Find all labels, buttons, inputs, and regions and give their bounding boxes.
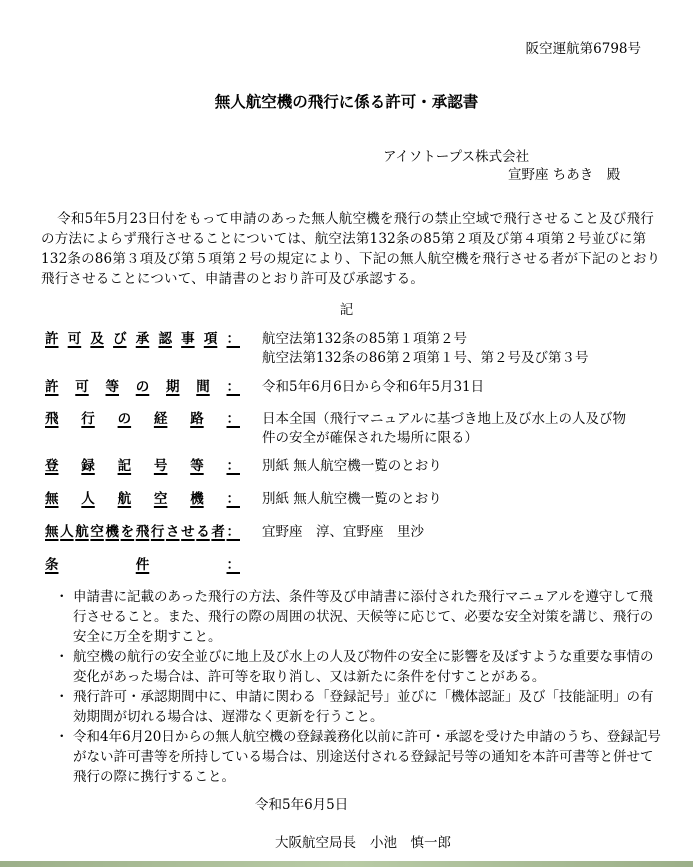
signer bbox=[275, 834, 451, 853]
body-paragraph: 令和5年5月23日付をもって申請のあった無人航空機を飛行の禁止空域で飛行させること及び飛行の方法によらず飛行させることについては、航空法第132条の85第２項及び第４項第２号並びに第132条の86第３項及び第５項第２号の規定により、下記の無人航空機を飛行させる者が下記のとおり飛行させることについて、申請書のとおり許可及び承認する。 bbox=[41, 211, 661, 287]
document-title: 無人航空機の飛行に係る許可・承認書 bbox=[214, 92, 479, 111]
bottom-decoration bbox=[0, 861, 693, 867]
item-value: 航空法第132条の86第２項第１号、第２号及び第３号 bbox=[262, 350, 589, 366]
item-label: 飛 行 の 経 路 ： bbox=[45, 411, 240, 427]
issue-date: 令和5年6月5日 bbox=[255, 797, 349, 813]
ki-heading: 記 bbox=[339, 302, 354, 318]
signer-office: 大阪航空局長 bbox=[275, 835, 356, 851]
signer-name: 小池 慎一郎 bbox=[370, 835, 451, 851]
condition-item: ・ 飛行許可・承認期間中に、申請に関わる「登録記号」並びに「機体認証」及び「技能証明」の有効期間が切れる場合は、遅滞なく更新を行うこと。 bbox=[61, 687, 661, 727]
document-number: 阪空運航第6798号 bbox=[525, 41, 641, 57]
item-value: 別紙 無人航空機一覧のとおり bbox=[262, 458, 442, 474]
item-label: 条 件 ： bbox=[45, 557, 240, 573]
item-value: 令和5年6月6日から令和6年5月31日 bbox=[262, 379, 485, 395]
item-value: 件の安全が確保された場所に限る） bbox=[262, 430, 478, 446]
condition-item: ・ 申請書に記載のあった飛行の方法、条件等及び申請書に添付された飛行マニュアルを遵守して飛行させること。また、飛行の際の周囲の状況、天候等に応じて、必要な安全対策を講じ、飛行の安全に万全を期すこと。 bbox=[61, 587, 661, 647]
item-value: 宜野座 淳、宜野座 里沙 bbox=[262, 524, 424, 540]
item-label: 許 可 及 び 承 認 事 項 ： bbox=[45, 331, 240, 347]
item-label: 許 可 等 の 期 間 ： bbox=[45, 379, 240, 395]
item-label: 無 人 航 空 機 を 飛 行 さ せ る 者 ： bbox=[45, 524, 240, 540]
item-value: 日本全国（飛行マニュアルに基づき地上及び水上の人及び物 bbox=[262, 411, 626, 427]
condition-item: ・ 令和4年6月20日からの無人航空機の登録義務化以前に許可・承認を受けた申請のうち、登録記号がない許可書等を所持している場合は、別途送付される登録記号等の通知を本許可書等と併せて飛行の際に携行すること。 bbox=[61, 727, 661, 787]
condition-item: ・ 航空機の航行の安全並びに地上及び水上の人及び物件の安全に影響を及ぼすような重要な事情の変化があった場合は、許可等を取り消し、又は新たに条件を付すことがある。 bbox=[61, 647, 661, 687]
addressee-company: アイソトープス株式会社 bbox=[383, 149, 530, 165]
item-label: 無 人 航 空 機 ： bbox=[45, 491, 240, 507]
item-value: 航空法第132条の85第１項第２号 bbox=[262, 331, 467, 347]
conditions-list bbox=[61, 587, 661, 787]
item-value: 別紙 無人航空機一覧のとおり bbox=[262, 491, 442, 507]
addressee-person: 宣野座 ちあき 殿 bbox=[508, 167, 621, 183]
item-label: 登 録 記 号 等 ： bbox=[45, 458, 240, 474]
